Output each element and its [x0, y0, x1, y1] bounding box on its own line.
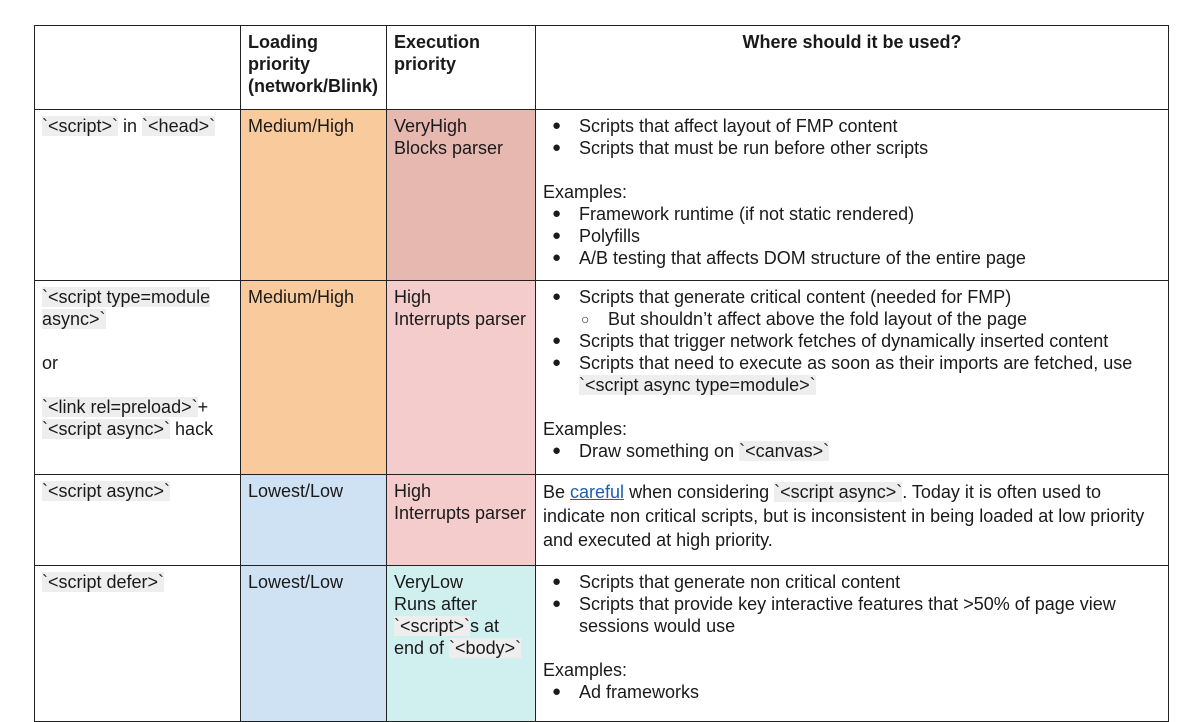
usage-cell — [536, 110, 1169, 281]
execution-priority-cell — [387, 281, 536, 475]
list-item — [543, 440, 1161, 462]
list-item-text: Scripts that need to execute as soon as their imports are fetched, use — [579, 353, 1133, 373]
priority-note: Interrupts parser — [394, 503, 527, 523]
header-where-used: Where should it be used? — [536, 26, 1169, 110]
usage-cell — [536, 475, 1169, 566]
script-type-cell — [35, 566, 241, 722]
script-type-cell — [35, 281, 241, 475]
list-item-text: Draw something on — [579, 441, 740, 461]
careful-link[interactable]: careful — [570, 482, 625, 502]
examples-list — [543, 203, 1161, 269]
header-execution-priority: Execution priority — [387, 26, 536, 110]
sub-list-item: ○ But shouldn’t affect above the fold layout of the page — [543, 308, 1161, 330]
cell-text: Be — [543, 482, 571, 502]
list-item: ● Ad frameworks — [543, 681, 1161, 703]
priority-note: Blocks parser — [394, 138, 504, 158]
code-snippet: `<script async type=module>` — [579, 375, 816, 395]
cell-text: + — [197, 397, 209, 417]
list-item: ● Scripts that generate critical content (needed for FMP) — [543, 286, 1161, 308]
cell-text: when considering — [624, 482, 775, 502]
priority-level: High — [394, 287, 432, 307]
list-item: ● Scripts that generate non critical content — [543, 571, 1161, 593]
script-type-cell — [35, 110, 241, 281]
table-row — [35, 110, 1169, 281]
list-item: ● Framework runtime (if not static rendered) — [543, 203, 1161, 225]
loading-priority-cell: Medium/High — [241, 281, 387, 475]
code-snippet: `<link rel=preload>` — [42, 397, 198, 417]
table-row — [35, 566, 1169, 722]
header-row — [35, 26, 1169, 110]
code-snippet: `<canvas>` — [739, 441, 830, 461]
usage-list — [543, 115, 1161, 159]
loading-priority-cell: Lowest/Low — [241, 475, 387, 566]
usage-list — [543, 571, 1161, 637]
code-snippet: async>` — [42, 309, 106, 329]
usage-cell — [536, 281, 1169, 475]
usage-list — [543, 286, 1161, 308]
examples-label: Examples: — [543, 182, 628, 202]
code-snippet: `<script type=module — [42, 287, 211, 307]
code-snippet: `<script defer>` — [42, 572, 165, 592]
code-snippet: `<head>` — [142, 116, 216, 136]
list-item — [543, 352, 1161, 396]
list-item: ● Scripts that must be run before other scripts — [543, 137, 1161, 159]
header-loading-priority: Loading priority (network/Blink) — [241, 26, 387, 110]
list-item: ● Scripts that provide key interactive features that >50% of page view sessions would use — [543, 593, 1161, 637]
table-row — [35, 281, 1169, 475]
priority-level: VeryLow — [394, 572, 464, 592]
execution-priority-cell — [387, 475, 536, 566]
execution-priority-cell — [387, 110, 536, 281]
cell-text: in — [118, 116, 143, 136]
code-snippet: `<body>` — [449, 638, 522, 658]
script-type-cell — [35, 475, 241, 566]
priority-level: High — [394, 481, 432, 501]
header-cell-empty — [35, 26, 241, 110]
usage-cell — [536, 566, 1169, 722]
cell-text: hack — [170, 419, 214, 439]
cell-text: . Today it is often used to indicate non critical scripts, but is inconsistent in being loaded at low priority and executed at high priority. — [543, 482, 1145, 550]
priority-note: Runs after — [394, 594, 478, 614]
examples-list — [543, 681, 1161, 703]
code-snippet: `<script async>` — [42, 481, 171, 501]
usage-list — [543, 330, 1161, 396]
loading-priority-cell: Lowest/Low — [241, 566, 387, 722]
priority-note: Interrupts parser — [394, 309, 527, 329]
script-priority-table — [34, 25, 1169, 722]
table-row — [35, 475, 1169, 566]
code-snippet: `<script>` — [42, 116, 119, 136]
code-snippet: `<script async>` — [42, 419, 171, 439]
list-item: ● Polyfills — [543, 225, 1161, 247]
cell-text: end of — [394, 638, 450, 658]
code-snippet: `<script>` — [394, 616, 471, 636]
examples-list — [543, 440, 1161, 462]
loading-priority-cell: Medium/High — [241, 110, 387, 281]
list-item: ● Scripts that affect layout of FMP content — [543, 115, 1161, 137]
cell-text: or — [42, 353, 59, 373]
execution-priority-cell — [387, 566, 536, 722]
cell-text: s at — [470, 616, 500, 636]
list-item: ● Scripts that trigger network fetches of dynamically inserted content — [543, 330, 1161, 352]
examples-label: Examples: — [543, 660, 628, 680]
list-item: ● A/B testing that affects DOM structure of the entire page — [543, 247, 1161, 269]
code-snippet: `<script async>` — [774, 482, 903, 502]
examples-label: Examples: — [543, 419, 628, 439]
priority-level: VeryHigh — [394, 116, 468, 136]
usage-sublist — [543, 308, 1161, 330]
